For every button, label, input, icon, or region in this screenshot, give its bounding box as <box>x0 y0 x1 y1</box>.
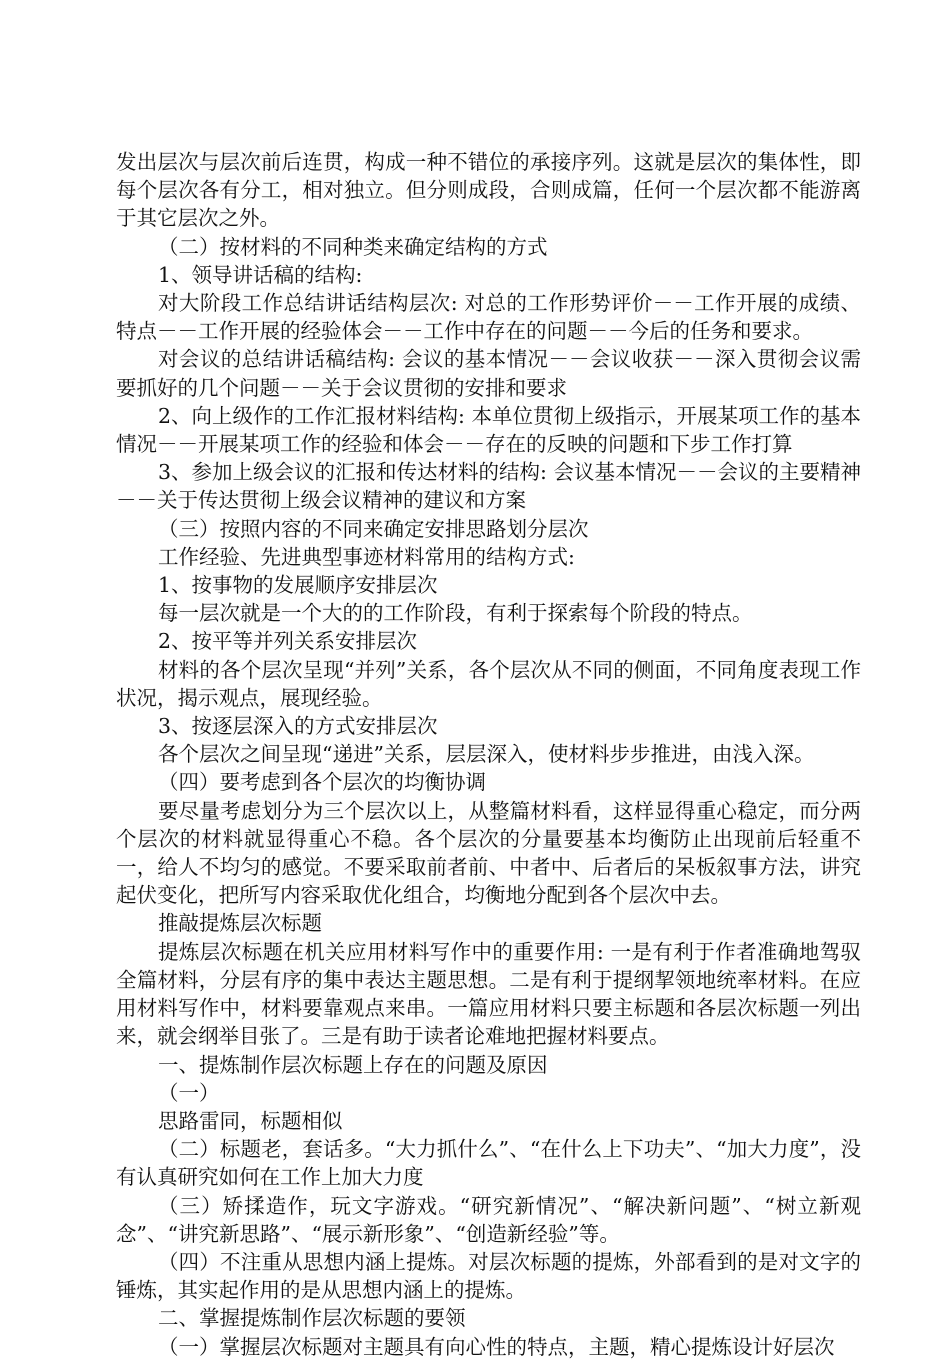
paragraph: （一） <box>158 1080 220 1105</box>
paragraph: （四）不注重从思想内涵上提炼。对层次标题的提炼，外部看到的是对文字的锤炼，其实起作用的是从思想内涵上的提炼。 <box>116 1249 861 1303</box>
paragraph: 发出层次与层次前后连贯，构成一种不错位的承接序列。这就是层次的集体性，即每个层次各有分工，相对独立。但分则成段，合则成篇，任何一个层次都不能游离于其它层次之外。 <box>116 150 861 231</box>
paragraph: 推敲提炼层次标题 <box>158 911 322 936</box>
paragraph: 材料的各个层次呈现“并列”关系，各个层次从不同的侧面，不同角度表现工作状况，揭示观点，展现经验。 <box>116 657 861 710</box>
paragraph: 2、向上级作的工作汇报材料结构: 本单位贯彻上级指示，开展某项工作的基本情况－－开展某项工作的经验和体会－－存在的反映的问题和下步工作打算 <box>116 403 861 457</box>
paragraph: 1、领导讲话稿的结构: <box>158 262 363 287</box>
paragraph: （一）掌握层次标题对主题具有向心性的特点，主题，精心提炼设计好层次 <box>158 1334 835 1359</box>
paragraph: 要尽量考虑划分为三个层次以上，从整篇材料看，这样显得重心稳定，而分两个层次的材料就显得重心不稳。各个层次的分量要基本均衡防止出现前后轻重不一，给人不均匀的感觉。不要采取前者前、中者中、后者后的呆板叙事方法，讲究起伏变化，把所写内容采取优化组合，均衡地分配到各个层次中去。 <box>116 798 861 908</box>
paragraph: 3、参加上级会议的汇报和传达材料的结构: 会议基本情况－－会议的主要精神－－关于传达贯彻上级会议精神的建议和方案 <box>116 460 861 513</box>
paragraph: 一、提炼制作层次标题上存在的问题及原因 <box>158 1052 548 1077</box>
paragraph: 各个层次之间呈现“递进”关系，层层深入，使材料步步推进，由浅入深。 <box>158 742 815 767</box>
paragraph: 工作经验、先进典型事迹材料常用的结构方式: <box>158 544 575 569</box>
paragraph: （二）按材料的不同种类来确定结构的方式 <box>158 234 548 259</box>
paragraph: 提炼层次标题在机关应用材料写作中的重要作用: 一是有利于作者准确地驾驭全篇材料，分层有序的集中表达主题思想。二是有利于提纲挈领地统率材料。在应用材料写作中，材料要靠观点来串。一篇应用材料只要主标题和各层次标题一列出来，就会纲举目张了。三是有助于读者论难地把握材料要点。 <box>116 939 861 1049</box>
paragraph: 每一层次就是一个大的的工作阶段，有利于探索每个阶段的特点。 <box>158 601 753 626</box>
document-body <box>116 148 861 1361</box>
paragraph: 3、按逐层深入的方式安排层次 <box>158 714 438 739</box>
paragraph: 对会议的总结讲话稿结构: 会议的基本情况－－会议收获－－深入贯彻会议需要抓好的几个问题－－关于会议贯彻的安排和要求 <box>116 347 861 400</box>
paragraph: 二、掌握提炼制作层次标题的要领 <box>158 1306 466 1331</box>
paragraph: 2、按平等并列关系安排层次 <box>158 629 418 654</box>
paragraph: （三）矫揉造作，玩文字游戏。“研究新情况”、“解决新问题”、“树立新观念”、“讲究新思路”、“展示新形象”、“创造新经验”等。 <box>116 1193 861 1246</box>
paragraph: （三）按照内容的不同来确定安排思路划分层次 <box>158 516 589 541</box>
paragraph: 1、按事物的发展顺序安排层次 <box>158 573 438 598</box>
paragraph: 思路雷同，标题相似 <box>158 1108 343 1133</box>
paragraph: （四）要考虑到各个层次的均衡协调 <box>158 770 486 795</box>
paragraph: 对大阶段工作总结讲话结构层次: 对总的工作形势评价－－工作开展的成绩、特点－－工作开展的经验体会－－工作中存在的问题－－今后的任务和要求。 <box>116 291 861 344</box>
paragraph: （二）标题老，套话多。“大力抓什么”、“在什么上下功夫”、“加大力度”，没有认真研究如何在工作上加大力度 <box>116 1137 861 1190</box>
